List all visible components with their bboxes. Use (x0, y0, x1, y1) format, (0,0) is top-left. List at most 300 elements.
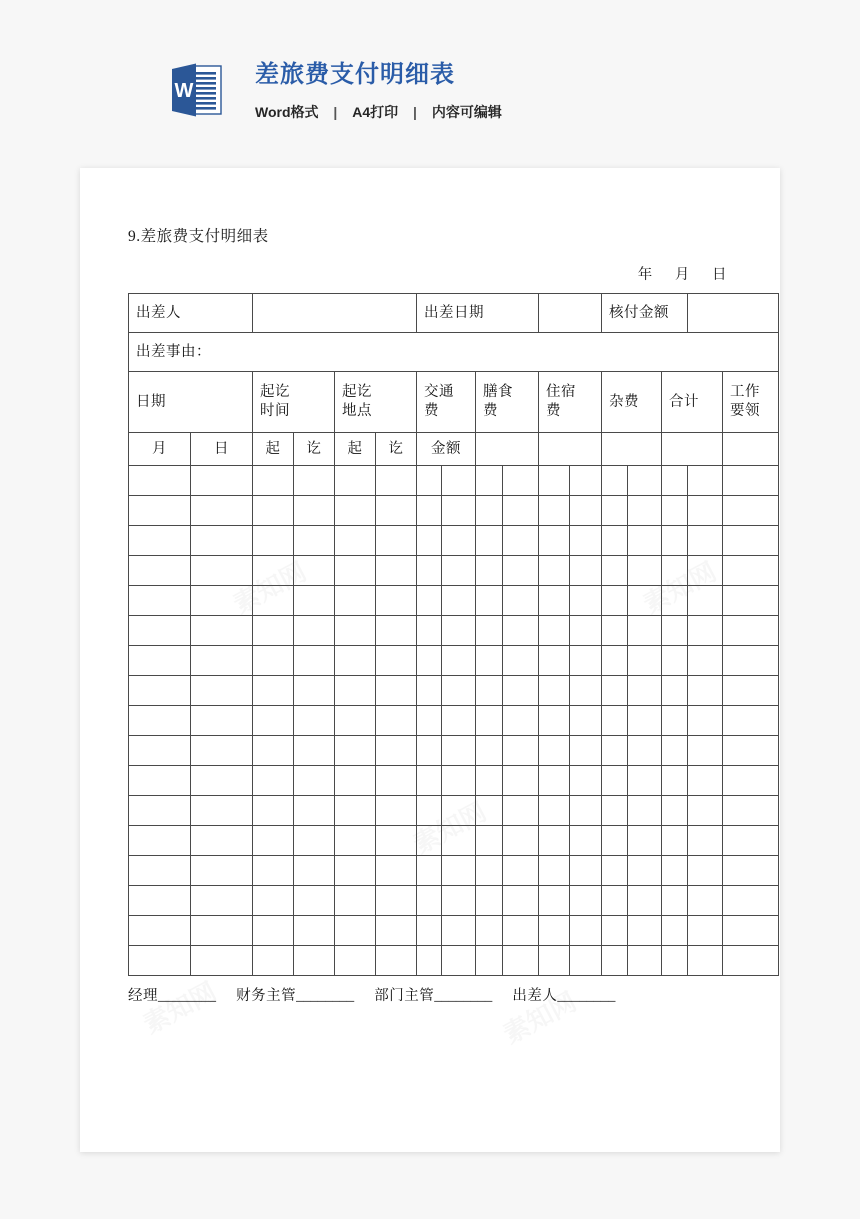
cell-time-to[interactable] (294, 496, 335, 526)
cell-month[interactable] (129, 676, 191, 706)
cell-transport-b[interactable] (442, 766, 476, 796)
cell-meal-b[interactable] (503, 796, 539, 826)
cell-meal-a[interactable] (476, 676, 503, 706)
cell-total-a[interactable] (662, 676, 688, 706)
cell-place-from[interactable] (335, 676, 376, 706)
cell-transport-b[interactable] (442, 646, 476, 676)
cell-total-b[interactable] (688, 556, 723, 586)
cell-meal-b[interactable] (503, 826, 539, 856)
cell-meal-a[interactable] (476, 946, 503, 976)
cell-time-from[interactable] (253, 946, 294, 976)
cell-total-b[interactable] (688, 826, 723, 856)
cell-time-to[interactable] (294, 766, 335, 796)
cell-total-b[interactable] (688, 736, 723, 766)
cell-total-a[interactable] (662, 556, 688, 586)
cell-lodging-b[interactable] (570, 706, 602, 736)
cell-place-to[interactable] (376, 556, 417, 586)
cell-day[interactable] (191, 526, 253, 556)
cell-time-to[interactable] (294, 886, 335, 916)
travel-reason-label[interactable]: 出差事由： (129, 333, 779, 372)
cell-meal-a[interactable] (476, 646, 503, 676)
cell-misc-a[interactable] (602, 676, 628, 706)
cell-work-summary[interactable] (723, 496, 779, 526)
cell-meal-b[interactable] (503, 586, 539, 616)
cell-month[interactable] (129, 916, 191, 946)
cell-place-from[interactable] (335, 646, 376, 676)
cell-work-summary[interactable] (723, 646, 779, 676)
cell-misc-b[interactable] (628, 556, 662, 586)
cell-misc-b[interactable] (628, 526, 662, 556)
cell-place-from[interactable] (335, 886, 376, 916)
cell-lodging-a[interactable] (539, 826, 570, 856)
cell-place-from[interactable] (335, 556, 376, 586)
cell-time-to[interactable] (294, 826, 335, 856)
cell-time-from[interactable] (253, 526, 294, 556)
cell-lodging-b[interactable] (570, 736, 602, 766)
cell-total-b[interactable] (688, 526, 723, 556)
cell-time-from[interactable] (253, 496, 294, 526)
cell-total-a[interactable] (662, 796, 688, 826)
cell-meal-a[interactable] (476, 766, 503, 796)
cell-transport-b[interactable] (442, 916, 476, 946)
cell-month[interactable] (129, 496, 191, 526)
cell-transport-b[interactable] (442, 676, 476, 706)
header-sub-place-from: 起 (335, 433, 376, 466)
cell-lodging-b[interactable] (570, 796, 602, 826)
cell-transport-a[interactable] (417, 706, 442, 736)
cell-place-to[interactable] (376, 766, 417, 796)
cell-transport-a[interactable] (417, 616, 442, 646)
cell-misc-b[interactable] (628, 736, 662, 766)
cell-work-summary[interactable] (723, 586, 779, 616)
cell-meal-a[interactable] (476, 556, 503, 586)
cell-lodging-b[interactable] (570, 556, 602, 586)
cell-meal-b[interactable] (503, 676, 539, 706)
cell-day[interactable] (191, 616, 253, 646)
cell-place-from[interactable] (335, 916, 376, 946)
cell-day[interactable] (191, 736, 253, 766)
cell-lodging-a[interactable] (539, 916, 570, 946)
cell-time-to[interactable] (294, 856, 335, 886)
cell-meal-a[interactable] (476, 706, 503, 736)
cell-time-from[interactable] (253, 556, 294, 586)
cell-place-from[interactable] (335, 946, 376, 976)
cell-place-from[interactable] (335, 736, 376, 766)
cell-month[interactable] (129, 856, 191, 886)
cell-month[interactable] (129, 796, 191, 826)
cell-total-a[interactable] (662, 706, 688, 736)
cell-meal-b[interactable] (503, 736, 539, 766)
cell-lodging-b[interactable] (570, 946, 602, 976)
cell-meal-b[interactable] (503, 766, 539, 796)
cell-transport-a[interactable] (417, 526, 442, 556)
cell-meal-b[interactable] (503, 946, 539, 976)
cell-time-from[interactable] (253, 886, 294, 916)
cell-place-to[interactable] (376, 646, 417, 676)
cell-meal-b[interactable] (503, 646, 539, 676)
cell-work-summary[interactable] (723, 736, 779, 766)
cell-misc-b[interactable] (628, 826, 662, 856)
cell-transport-a[interactable] (417, 916, 442, 946)
cell-place-to[interactable] (376, 736, 417, 766)
cell-total-a[interactable] (662, 496, 688, 526)
cell-meal-a[interactable] (476, 916, 503, 946)
cell-lodging-b[interactable] (570, 616, 602, 646)
cell-misc-a[interactable] (602, 766, 628, 796)
cell-place-to[interactable] (376, 676, 417, 706)
cell-total-b[interactable] (688, 796, 723, 826)
cell-lodging-a[interactable] (539, 886, 570, 916)
cell-lodging-a[interactable] (539, 496, 570, 526)
cell-month[interactable] (129, 886, 191, 916)
cell-place-from[interactable] (335, 526, 376, 556)
cell-day[interactable] (191, 856, 253, 886)
cell-misc-a[interactable] (602, 466, 628, 496)
cell-transport-b[interactable] (442, 466, 476, 496)
cell-time-from[interactable] (253, 646, 294, 676)
cell-time-to[interactable] (294, 676, 335, 706)
cell-meal-b[interactable] (503, 556, 539, 586)
cell-place-from[interactable] (335, 706, 376, 736)
cell-day[interactable] (191, 676, 253, 706)
cell-meal-b[interactable] (503, 886, 539, 916)
cell-misc-a[interactable] (602, 736, 628, 766)
cell-meal-b[interactable] (503, 496, 539, 526)
cell-misc-a[interactable] (602, 646, 628, 676)
cell-place-from[interactable] (335, 796, 376, 826)
cell-place-to[interactable] (376, 466, 417, 496)
cell-time-from[interactable] (253, 916, 294, 946)
header-sub-work-blank (723, 433, 779, 466)
cell-day[interactable] (191, 466, 253, 496)
signature-department-blank[interactable]: ________ (434, 988, 493, 1004)
cell-total-b[interactable] (688, 586, 723, 616)
cell-transport-a[interactable] (417, 946, 442, 976)
cell-meal-a[interactable] (476, 526, 503, 556)
cell-transport-a[interactable] (417, 796, 442, 826)
cell-work-summary[interactable] (723, 796, 779, 826)
cell-misc-b[interactable] (628, 706, 662, 736)
cell-total-b[interactable] (688, 646, 723, 676)
cell-transport-a[interactable] (417, 826, 442, 856)
cell-lodging-a[interactable] (539, 736, 570, 766)
cell-month[interactable] (129, 526, 191, 556)
cell-month[interactable] (129, 616, 191, 646)
cell-lodging-a[interactable] (539, 556, 570, 586)
cell-place-from[interactable] (335, 826, 376, 856)
cell-work-summary[interactable] (723, 856, 779, 886)
cell-day[interactable] (191, 766, 253, 796)
cell-work-summary[interactable] (723, 676, 779, 706)
cell-misc-b[interactable] (628, 916, 662, 946)
travel-date-value[interactable] (539, 294, 602, 333)
cell-day[interactable] (191, 886, 253, 916)
cell-transport-a[interactable] (417, 496, 442, 526)
cell-misc-a[interactable] (602, 856, 628, 886)
cell-place-to[interactable] (376, 856, 417, 886)
signature-manager-blank[interactable]: ________ (158, 988, 216, 1004)
cell-total-b[interactable] (688, 496, 723, 526)
cell-total-b[interactable] (688, 766, 723, 796)
cell-place-from[interactable] (335, 616, 376, 646)
cell-lodging-b[interactable] (570, 466, 602, 496)
signature-traveler-blank[interactable]: ________ (557, 988, 616, 1004)
cell-transport-a[interactable] (417, 736, 442, 766)
cell-month[interactable] (129, 556, 191, 586)
cell-transport-b[interactable] (442, 496, 476, 526)
cell-total-b[interactable] (688, 856, 723, 886)
cell-lodging-a[interactable] (539, 796, 570, 826)
cell-month[interactable] (129, 466, 191, 496)
cell-work-summary[interactable] (723, 466, 779, 496)
cell-place-to[interactable] (376, 496, 417, 526)
cell-transport-b[interactable] (442, 526, 476, 556)
cell-work-summary[interactable] (723, 706, 779, 736)
cell-work-summary[interactable] (723, 526, 779, 556)
cell-meal-a[interactable] (476, 616, 503, 646)
cell-meal-a[interactable] (476, 796, 503, 826)
cell-time-to[interactable] (294, 706, 335, 736)
cell-total-a[interactable] (662, 586, 688, 616)
cell-time-to[interactable] (294, 556, 335, 586)
cell-transport-a[interactable] (417, 586, 442, 616)
cell-time-from[interactable] (253, 796, 294, 826)
cell-time-from[interactable] (253, 736, 294, 766)
cell-lodging-a[interactable] (539, 586, 570, 616)
cell-lodging-b[interactable] (570, 526, 602, 556)
cell-time-to[interactable] (294, 736, 335, 766)
cell-total-a[interactable] (662, 736, 688, 766)
cell-lodging-b[interactable] (570, 646, 602, 676)
cell-time-to[interactable] (294, 916, 335, 946)
cell-place-to[interactable] (376, 526, 417, 556)
cell-lodging-b[interactable] (570, 766, 602, 796)
cell-transport-a[interactable] (417, 676, 442, 706)
cell-time-to[interactable] (294, 526, 335, 556)
cell-day[interactable] (191, 946, 253, 976)
cell-month[interactable] (129, 826, 191, 856)
cell-misc-b[interactable] (628, 466, 662, 496)
cell-time-from[interactable] (253, 706, 294, 736)
cell-place-from[interactable] (335, 856, 376, 886)
cell-place-to[interactable] (376, 916, 417, 946)
cell-month[interactable] (129, 766, 191, 796)
cell-total-a[interactable] (662, 826, 688, 856)
cell-work-summary[interactable] (723, 916, 779, 946)
cell-transport-b[interactable] (442, 706, 476, 736)
cell-transport-b[interactable] (442, 826, 476, 856)
cell-time-from[interactable] (253, 676, 294, 706)
cell-month[interactable] (129, 706, 191, 736)
document-page (80, 168, 780, 1152)
cell-misc-b[interactable] (628, 646, 662, 676)
cell-work-summary[interactable] (723, 946, 779, 976)
cell-transport-b[interactable] (442, 856, 476, 886)
cell-time-to[interactable] (294, 946, 335, 976)
cell-misc-a[interactable] (602, 496, 628, 526)
cell-day[interactable] (191, 916, 253, 946)
cell-lodging-b[interactable] (570, 826, 602, 856)
cell-transport-a[interactable] (417, 766, 442, 796)
cell-day[interactable] (191, 706, 253, 736)
cell-place-from[interactable] (335, 466, 376, 496)
cell-place-from[interactable] (335, 496, 376, 526)
cell-total-a[interactable] (662, 466, 688, 496)
cell-misc-b[interactable] (628, 496, 662, 526)
cell-lodging-b[interactable] (570, 916, 602, 946)
cell-lodging-b[interactable] (570, 886, 602, 916)
cell-total-a[interactable] (662, 646, 688, 676)
cell-month[interactable] (129, 646, 191, 676)
cell-time-from[interactable] (253, 856, 294, 886)
cell-meal-a[interactable] (476, 496, 503, 526)
cell-day[interactable] (191, 646, 253, 676)
cell-time-to[interactable] (294, 616, 335, 646)
cell-place-to[interactable] (376, 946, 417, 976)
traveler-value[interactable] (253, 294, 417, 333)
cell-meal-a[interactable] (476, 736, 503, 766)
cell-time-to[interactable] (294, 646, 335, 676)
cell-place-from[interactable] (335, 586, 376, 616)
cell-place-to[interactable] (376, 586, 417, 616)
cell-meal-a[interactable] (476, 826, 503, 856)
cell-time-from[interactable] (253, 616, 294, 646)
cell-misc-a[interactable] (602, 916, 628, 946)
cell-meal-b[interactable] (503, 706, 539, 736)
cell-work-summary[interactable] (723, 826, 779, 856)
cell-misc-a[interactable] (602, 886, 628, 916)
cell-work-summary[interactable] (723, 616, 779, 646)
cell-meal-b[interactable] (503, 616, 539, 646)
cell-transport-b[interactable] (442, 586, 476, 616)
cell-lodging-a[interactable] (539, 706, 570, 736)
cell-work-summary[interactable] (723, 556, 779, 586)
cell-meal-a[interactable] (476, 886, 503, 916)
cell-total-b[interactable] (688, 676, 723, 706)
cell-transport-b[interactable] (442, 556, 476, 586)
cell-time-from[interactable] (253, 826, 294, 856)
cell-transport-b[interactable] (442, 886, 476, 916)
cell-place-to[interactable] (376, 796, 417, 826)
cell-total-a[interactable] (662, 886, 688, 916)
cell-lodging-a[interactable] (539, 526, 570, 556)
cell-misc-b[interactable] (628, 886, 662, 916)
cell-misc-a[interactable] (602, 526, 628, 556)
signature-finance-blank[interactable]: ________ (296, 988, 355, 1004)
cell-transport-a[interactable] (417, 556, 442, 586)
cell-place-to[interactable] (376, 706, 417, 736)
cell-misc-a[interactable] (602, 616, 628, 646)
cell-transport-a[interactable] (417, 856, 442, 886)
cell-total-b[interactable] (688, 916, 723, 946)
cell-total-b[interactable] (688, 946, 723, 976)
cell-month[interactable] (129, 586, 191, 616)
cell-total-b[interactable] (688, 886, 723, 916)
cell-work-summary[interactable] (723, 886, 779, 916)
cell-transport-a[interactable] (417, 466, 442, 496)
cell-misc-b[interactable] (628, 796, 662, 826)
cell-misc-a[interactable] (602, 796, 628, 826)
cell-misc-b[interactable] (628, 766, 662, 796)
cell-misc-b[interactable] (628, 586, 662, 616)
cell-lodging-b[interactable] (570, 676, 602, 706)
cell-meal-a[interactable] (476, 856, 503, 886)
cell-misc-a[interactable] (602, 826, 628, 856)
cell-day[interactable] (191, 496, 253, 526)
cell-time-to[interactable] (294, 586, 335, 616)
cell-transport-a[interactable] (417, 646, 442, 676)
cell-day[interactable] (191, 796, 253, 826)
cell-lodging-a[interactable] (539, 466, 570, 496)
cell-total-b[interactable] (688, 706, 723, 736)
cell-meal-b[interactable] (503, 916, 539, 946)
cell-meal-a[interactable] (476, 586, 503, 616)
cell-transport-b[interactable] (442, 736, 476, 766)
cell-time-to[interactable] (294, 796, 335, 826)
cell-misc-a[interactable] (602, 706, 628, 736)
cell-place-to[interactable] (376, 886, 417, 916)
cell-day[interactable] (191, 586, 253, 616)
cell-work-summary[interactable] (723, 766, 779, 796)
cell-lodging-a[interactable] (539, 616, 570, 646)
cell-place-from[interactable] (335, 766, 376, 796)
cell-misc-b[interactable] (628, 946, 662, 976)
cell-time-to[interactable] (294, 466, 335, 496)
cell-month[interactable] (129, 736, 191, 766)
cell-total-a[interactable] (662, 916, 688, 946)
cell-month[interactable] (129, 946, 191, 976)
cell-total-b[interactable] (688, 616, 723, 646)
approved-amount-value[interactable] (688, 294, 779, 333)
cell-misc-a[interactable] (602, 946, 628, 976)
cell-lodging-a[interactable] (539, 766, 570, 796)
cell-lodging-b[interactable] (570, 586, 602, 616)
cell-meal-b[interactable] (503, 856, 539, 886)
cell-misc-b[interactable] (628, 856, 662, 886)
cell-transport-b[interactable] (442, 946, 476, 976)
cell-total-a[interactable] (662, 766, 688, 796)
cell-total-a[interactable] (662, 856, 688, 886)
cell-misc-a[interactable] (602, 556, 628, 586)
cell-day[interactable] (191, 826, 253, 856)
cell-total-a[interactable] (662, 946, 688, 976)
cell-total-b[interactable] (688, 466, 723, 496)
cell-meal-b[interactable] (503, 466, 539, 496)
cell-misc-b[interactable] (628, 616, 662, 646)
cell-lodging-a[interactable] (539, 676, 570, 706)
cell-total-a[interactable] (662, 526, 688, 556)
cell-transport-a[interactable] (417, 886, 442, 916)
cell-transport-b[interactable] (442, 616, 476, 646)
cell-place-to[interactable] (376, 826, 417, 856)
cell-lodging-a[interactable] (539, 856, 570, 886)
cell-misc-a[interactable] (602, 586, 628, 616)
cell-time-from[interactable] (253, 466, 294, 496)
cell-time-from[interactable] (253, 586, 294, 616)
cell-lodging-a[interactable] (539, 946, 570, 976)
cell-misc-b[interactable] (628, 676, 662, 706)
cell-day[interactable] (191, 556, 253, 586)
cell-transport-b[interactable] (442, 796, 476, 826)
cell-lodging-b[interactable] (570, 496, 602, 526)
cell-time-from[interactable] (253, 766, 294, 796)
cell-lodging-a[interactable] (539, 646, 570, 676)
cell-place-to[interactable] (376, 616, 417, 646)
cell-total-a[interactable] (662, 616, 688, 646)
cell-lodging-b[interactable] (570, 856, 602, 886)
cell-meal-a[interactable] (476, 466, 503, 496)
cell-meal-b[interactable] (503, 526, 539, 556)
